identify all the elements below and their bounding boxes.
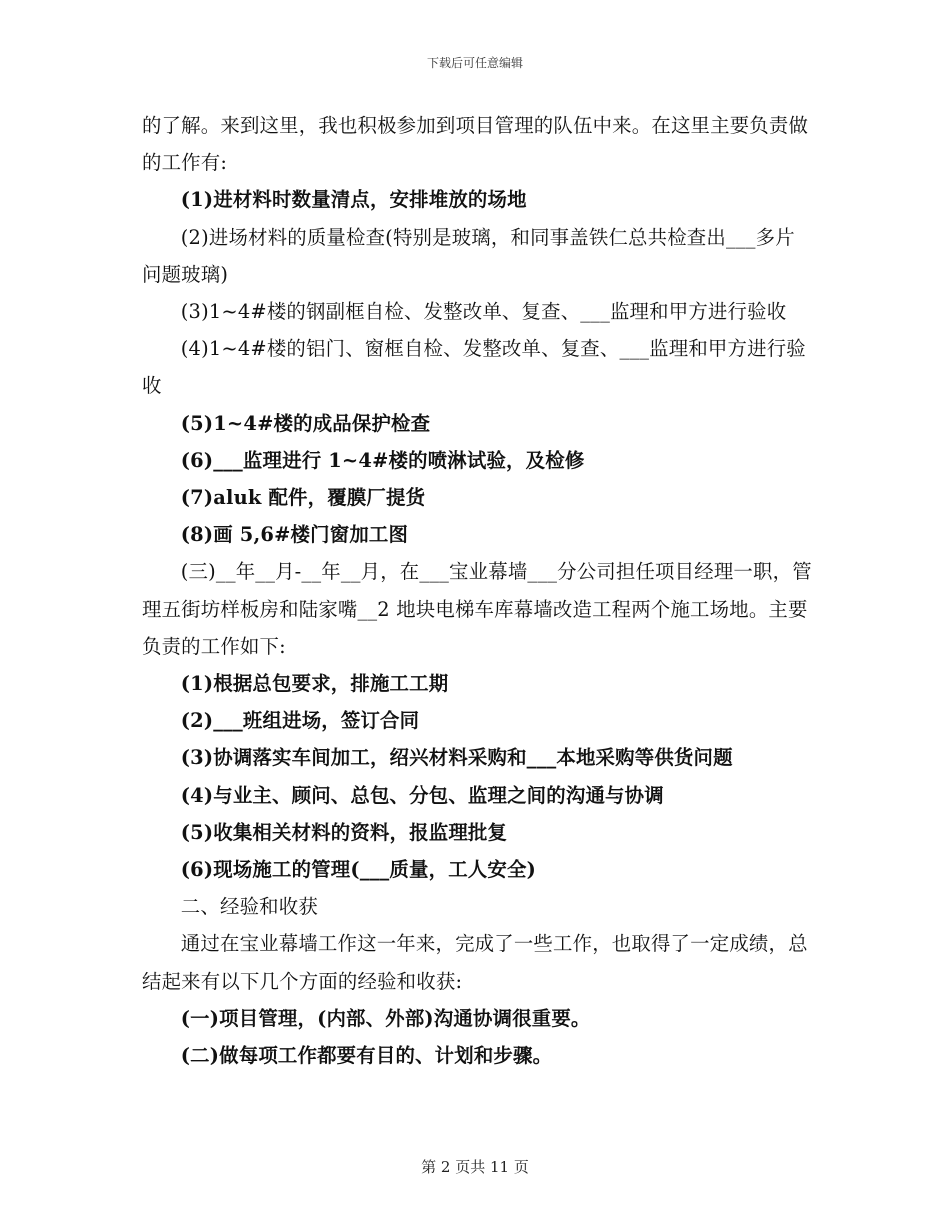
paragraph-5: (4)1~4#楼的铝门、窗框自检、发整改单、复查、___监理和甲方进行验收 — [142, 337, 806, 398]
page-header: 下载后可任意编辑 — [426, 56, 523, 70]
paragraph-2: (1)进材料时数量清点，安排堆放的场地 — [180, 188, 527, 212]
paragraph-3: (2)进场材料的质量检查(特别是玻璃，和同事盖铁仁总共检查出___多片问题玻璃) — [142, 225, 795, 286]
paragraph-4: (3)1~4#楼的钢副框自检、发整改单、复查、___监理和甲方进行验收 — [180, 300, 787, 324]
paragraph-14: (4)与业主、顾问、总包、分包、监理之间的沟通与协调 — [180, 783, 664, 807]
paragraph-7: (6)___监理进行 1~4#楼的喷淋试验，及检修 — [180, 448, 585, 472]
page-footer: 第 2 页共 11 页 — [421, 1158, 529, 1176]
paragraph-20: (二)做每项工作都要有目的、计划和步骤。 — [180, 1044, 553, 1068]
paragraph-6: (5)1~4#楼的成品保护检查 — [180, 411, 431, 435]
section-heading: 二、经验和收获 — [180, 895, 318, 919]
paragraph-12: (2)___班组进场，签订合同 — [180, 709, 420, 733]
paragraph-15: (5)收集相关材料的资料，报监理批复 — [180, 820, 508, 844]
paragraph-10: (三)__年__月-__年__月，在___宝业幕墙___分公司担任项目经理一职，管理五街坊样板房和陆家嘴__2 地块电梯车库幕墙改造工程两个施工场地。主要负责的工作如下: — [142, 560, 812, 658]
paragraph-1: 的了解。来到这里，我也积极参加到项目管理的队伍中来。在这里主要负责做的工作有: — [142, 114, 809, 175]
paragraph-13: (3)协调落实车间加工，绍兴材料采购和___本地采购等供货问题 — [180, 746, 733, 770]
document-body — [142, 107, 812, 1074]
paragraph-8: (7)aluk 配件，覆膜厂提货 — [180, 486, 426, 510]
paragraph-16: (6)现场施工的管理(___质量，工人安全) — [180, 858, 536, 882]
paragraph-11: (1)根据总包要求，排施工工期 — [180, 672, 449, 696]
paragraph-19: (一)项目管理，(内部、外部)沟通协调很重要。 — [180, 1006, 591, 1030]
paragraph-18: 通过在宝业幕墙工作这一年来，完成了一些工作，也取得了一定成绩，总结起来有以下几个方面的经验和收获: — [142, 932, 808, 993]
paragraph-9: (8)画 5,6#楼门窗加工图 — [180, 523, 409, 547]
